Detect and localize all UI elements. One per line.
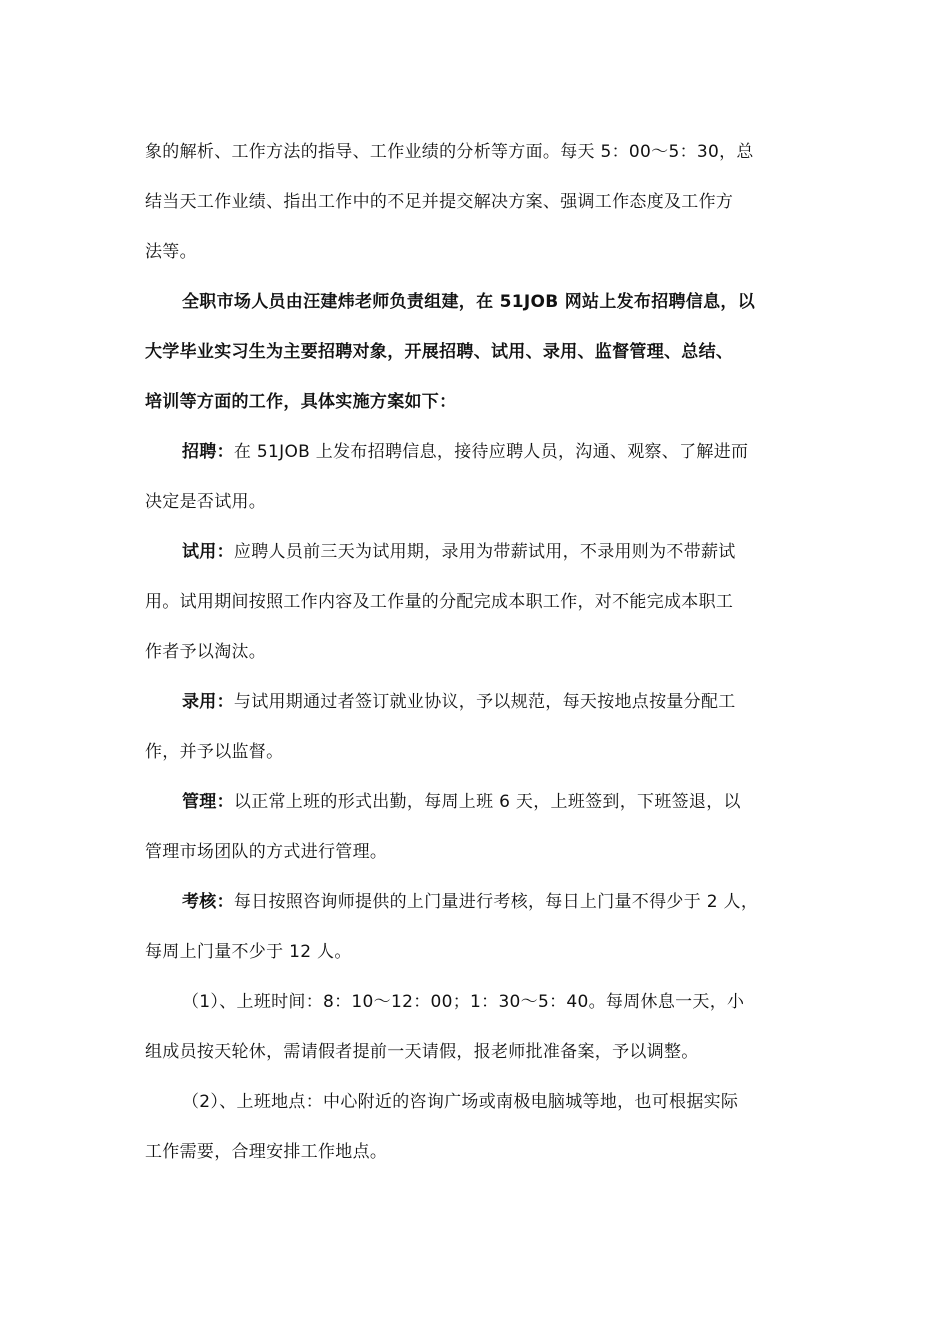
text-line: 工作需要，合理安排工作地点。 (145, 1142, 388, 1162)
trial-label: 试用： (182, 542, 234, 562)
text-line (145, 777, 807, 827)
text-line (145, 427, 807, 477)
text-line: 每周上门量不少于 12 人。 (145, 942, 352, 962)
hire-label: 录用： (182, 692, 234, 712)
text-line: 全职市场人员由汪建炜老师负责组建，在 51JOB 网站上发布招聘信息，以 (182, 292, 756, 312)
manage-label: 管理： (182, 792, 234, 812)
text-line: 大学毕业实习生为主要招聘对象，开展招聘、试用、录用、监督管理、总结、 (145, 342, 734, 362)
manage-text: 以正常上班的形式出勤，每周上班 6 天，上班签到，下班签退，以 (233, 792, 741, 812)
assess-text: 每日按照咨询师提供的上门量进行考核，每日上门量不得少于 2 人， (233, 892, 759, 912)
paragraph-team-intro (145, 277, 807, 427)
text-line (145, 527, 807, 577)
text-line: （2）、上班地点：中心附近的咨询广场或南极电脑城等地，也可根据实际 (182, 1092, 739, 1112)
recruit-text: 在 51JOB 上发布招聘信息，接待应聘人员，沟通、观察、了解进而 (233, 442, 749, 462)
text-line: 管理市场团队的方式进行管理。 (145, 842, 388, 862)
text-line: 法等。 (145, 242, 197, 262)
text-line: 结当天工作业绩、指出工作中的不足并提交解决方案、强调工作态度及工作方 (145, 192, 734, 212)
text-line (145, 677, 807, 727)
paragraph-manage (145, 777, 807, 877)
text-line: 组成员按天轮休，需请假者提前一天请假，报老师批准备案，予以调整。 (145, 1042, 699, 1062)
text-line: 培训等方面的工作，具体实施方案如下： (145, 392, 457, 412)
hire-text: 与试用期通过者签订就业协议，予以规范，每天按地点按量分配工 (233, 692, 736, 712)
paragraph-trial (145, 527, 807, 677)
paragraph-work-hours (145, 977, 807, 1077)
paragraph-work-location (145, 1077, 807, 1177)
trial-text: 应聘人员前三天为试用期，录用为带薪试用，不录用则为不带薪试 (233, 542, 736, 562)
assess-label: 考核： (182, 892, 234, 912)
text-line: 用。试用期间按照工作内容及工作量的分配完成本职工作，对不能完成本职工 (145, 592, 734, 612)
text-line: 象的解析、工作方法的指导、工作业绩的分析等方面。每天 5：00～5：30，总 (145, 142, 754, 162)
text-line: 作，并予以监督。 (145, 742, 284, 762)
paragraph-assess (145, 877, 807, 977)
text-line: 作者予以淘汰。 (145, 642, 267, 662)
paragraph-hire (145, 677, 807, 777)
text-line: （1）、上班时间：8：10～12：00；1：30～5：40。每周休息一天，小 (182, 992, 745, 1012)
paragraph-recruit (145, 427, 807, 527)
paragraph-daily-summary (145, 127, 807, 277)
text-line: 决定是否试用。 (145, 492, 267, 512)
document-body (145, 127, 807, 1177)
recruit-label: 招聘： (182, 442, 234, 462)
text-line (145, 877, 807, 927)
